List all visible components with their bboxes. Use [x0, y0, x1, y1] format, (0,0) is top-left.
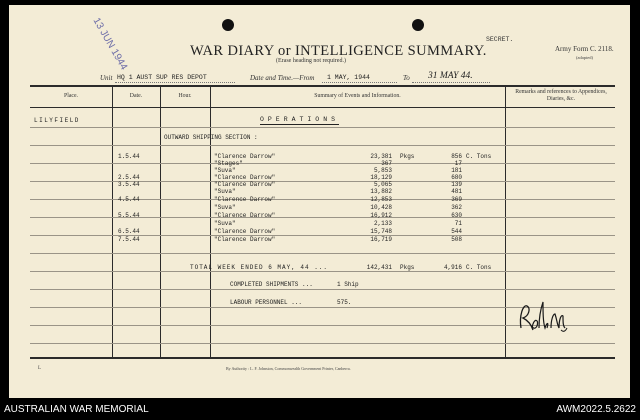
entry-ctons: 369 [451, 196, 462, 203]
entry-ctons: 362 [451, 204, 462, 211]
entry-date: 7.5.44 [118, 236, 140, 243]
total-label: TOTAL WEEK ENDED 6 MAY, 44 ... [190, 264, 329, 271]
corner-mark: L [38, 366, 42, 371]
entry-ship: "Clarence Darrow" [214, 212, 276, 219]
to-value: 31 MAY 44. [428, 71, 473, 81]
ruled-line [30, 289, 615, 290]
entry-tonnage: 2,133 [373, 220, 392, 227]
entry-ctons: 630 [451, 212, 462, 219]
unit-label: Unit [100, 74, 113, 82]
entry-date: 6.5.44 [118, 228, 140, 235]
entry-ctons: 481 [451, 188, 462, 195]
footer-accession-number: AWM2022.5.2622 [556, 404, 636, 415]
punch-hole [412, 19, 424, 31]
signature [517, 298, 569, 339]
from-value: 1 MAY, 1944 [327, 74, 370, 81]
to-label: To [403, 74, 410, 82]
column-rule [112, 85, 113, 358]
header-place: Place. [63, 93, 78, 99]
column-rule [505, 85, 506, 358]
entry-ship: "Clarence Darrow" [214, 174, 276, 181]
from-dotted-line [322, 82, 397, 83]
completed-value: 1 Ship [337, 281, 359, 288]
entry-ship: "Clarence Darrow" [214, 236, 276, 243]
entry-ship: "Clarence Darrow" [214, 196, 276, 203]
punch-hole [222, 19, 234, 31]
entry-ship: "Suva" [214, 220, 236, 227]
total-ctons-unit: C. Tons [466, 264, 492, 271]
entry-ctons: 856 [451, 153, 462, 160]
entry-ship: "Clarence Darrow" [214, 153, 276, 160]
ctons-unit: C. Tons [466, 153, 492, 160]
entry-ship: "Suva" [214, 188, 236, 195]
entry-date: 3.5.44 [118, 181, 140, 188]
entry-date: 2.5.44 [118, 174, 140, 181]
entry-ctons: 17 [454, 160, 462, 167]
entry-tonnage: 18,129 [370, 174, 392, 181]
form-number: Army Form C. 2118. [555, 45, 614, 53]
header-bottom-rule [30, 107, 615, 108]
printer-imprint: By Authority : L. F. Johnston, Commonwealth Government Printer, Canberra. [226, 366, 351, 371]
entry-tonnage: 5,065 [373, 181, 392, 188]
form-subtitle: (Erase heading not required.) [276, 58, 346, 64]
entry-tonnage: 16,912 [370, 212, 392, 219]
entry-tonnage: 5,853 [373, 167, 392, 174]
ruled-line [30, 253, 615, 254]
date-stamp: 13 JUN 1944 [90, 16, 130, 73]
secret-label: SECRET. [486, 36, 514, 43]
unit-dotted-line [115, 82, 235, 83]
column-rule [160, 85, 161, 358]
table-top-rule [30, 85, 615, 87]
form-title: WAR DIARY or INTELLIGENCE SUMMARY. [190, 43, 487, 59]
total-pkgs-unit: Pkgs [400, 264, 415, 271]
entry-tonnage: 15,748 [370, 228, 392, 235]
header-remarks: Remarks and references to Appendices, Diaries, &c. [515, 89, 607, 102]
entry-ctons: 508 [451, 236, 462, 243]
pkgs-unit: Pkgs [400, 153, 415, 160]
completed-label: COMPLETED SHIPMENTS ... [230, 281, 313, 288]
unit-value: HQ 1 AUST SUP RES DEPOT [117, 74, 207, 81]
table-bottom-rule [30, 357, 615, 359]
entry-ship: "Stages" [214, 160, 243, 167]
entry-tonnage: 10,428 [370, 204, 392, 211]
to-dotted-line [412, 82, 490, 83]
entry-ctons: 181 [451, 167, 462, 174]
total-tonnage: 142,431 [366, 264, 392, 271]
entry-date: 1.5.44 [118, 153, 140, 160]
entry-ship: "Clarence Darrow" [214, 181, 276, 188]
section-heading: OPERATIONS [260, 116, 340, 123]
form-adapted: (adapted) [576, 55, 593, 60]
ruled-line [30, 163, 615, 164]
entry-date: 4.5.44 [118, 196, 140, 203]
labour-label: LABOUR PERSONNEL ... [230, 299, 303, 306]
column-rule [210, 85, 211, 358]
ruled-line [30, 271, 615, 272]
ruled-line [30, 127, 615, 128]
place-value: LILYFIELD [34, 117, 80, 124]
entry-ctons: 544 [451, 228, 462, 235]
entry-ship: "Clarence Darrow" [214, 228, 276, 235]
total-ctons: 4,916 [443, 264, 462, 271]
ruled-line [30, 343, 615, 344]
entry-date: 5.5.44 [118, 212, 140, 219]
header-date: Date. [129, 93, 143, 99]
entry-tonnage: 23,381 [370, 153, 392, 160]
labour-value: 575. [337, 299, 352, 306]
datetime-label: Date and Time.—From [250, 74, 315, 82]
entry-ship: "Suva" [214, 204, 236, 211]
entry-tonnage: 12,853 [370, 196, 392, 203]
entry-tonnage: 13,882 [370, 188, 392, 195]
header-summary: Summary of Events and Information. [314, 93, 401, 99]
ruled-line [30, 145, 615, 146]
entry-ship: "Suva" [214, 167, 236, 174]
entry-tonnage: 16,719 [370, 236, 392, 243]
entry-ctons: 71 [454, 220, 462, 227]
footer-institution: AUSTRALIAN WAR MEMORIAL [4, 404, 149, 415]
entry-tonnage: 367 [381, 160, 392, 167]
entry-ctons: 680 [451, 174, 462, 181]
entry-ctons: 139 [451, 181, 462, 188]
header-hour: Hour. [178, 93, 192, 99]
subsection-heading: OUTWARD SHIPPING SECTION : [164, 134, 258, 141]
